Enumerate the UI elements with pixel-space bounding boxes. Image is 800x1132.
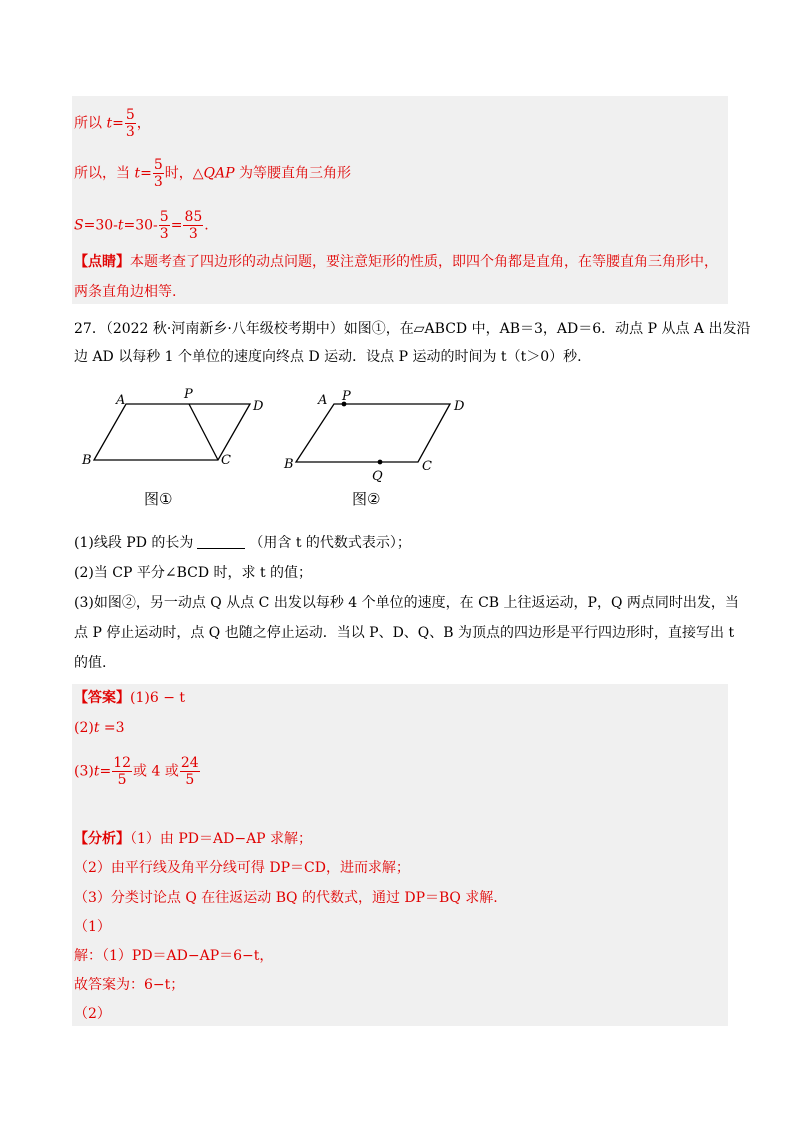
answer-blank [197, 534, 245, 549]
solution-line-1: 所以 t= $\frac{5}{3}$ ， [74, 107, 151, 140]
fig1-label-p: P [184, 387, 193, 402]
fig2-label-b: B [284, 457, 294, 472]
question-2: (2)当 CP 平分∠BCD 时，求 t 的值； [74, 565, 313, 581]
analysis-line-6: 故答案为：6−t； [74, 977, 185, 993]
question-3-line-2: 点 P 停止运动时，点 Q 也随之停止运动．当以 P、D、Q、B 为顶点的四边形是平行四边形时，直接写出 t [74, 625, 735, 641]
analysis-label: 【分析】 [74, 831, 130, 847]
problem-stem-line-2: 边 AD 以每秒 1 个单位的速度向终点 D 运动．设点 P 运动的时间为 t（t＞0）秒. [74, 349, 582, 365]
solution-line-3: S=30-t=30- $\frac{5}{3}$ = $\frac{85}{3}$ . [74, 209, 209, 242]
fig2-label-p: P [342, 389, 351, 404]
analysis-line-3: （3）分类讨论点 Q 在往返运动 BQ 的代数式，通过 DP＝BQ 求解. [74, 890, 498, 906]
fig2-caption: 图② [352, 490, 381, 508]
analysis-line-1: 【分析】（1）由 PD＝AD−AP 求解； [74, 831, 313, 847]
analysis-line-2: （2）由平行线及角平分线可得 DP＝CD，进而求解； [74, 860, 410, 876]
question-3-line-3: 的值. [74, 655, 107, 671]
fraction: $\frac{12}{5}$ [113, 755, 132, 788]
answer-label: 【答案】 [74, 690, 130, 706]
fig1-label-c: C [221, 453, 231, 468]
comment-line-2: 两条直角边相等. [74, 284, 177, 300]
fraction: $\frac{5}{3}$ [159, 209, 169, 242]
fig2-label-q: Q [372, 469, 383, 484]
answer-line-3: (3)t= $\frac{12}{5}$ 或 4 或 $\frac{24}{5}$ [74, 755, 199, 788]
solution-shade-top [72, 96, 728, 304]
fig2-label-d: D [454, 399, 465, 414]
figure-1 [76, 382, 276, 522]
question-3-line-1: (3)如图②，另一动点 Q 从点 C 出发以每秒 4 个单位的速度，在 CB 上往返运动，P，Q 两点同时出发，当 [74, 595, 739, 611]
fig1-label-a: A [116, 393, 126, 408]
fig2-label-c: C [422, 459, 432, 474]
answer-line-1: 【答案】(1)6 − t [74, 690, 185, 706]
analysis-line-5: 解：（1）PD＝AD−AP＝6−t， [74, 948, 274, 964]
fig1-caption: 图① [144, 490, 173, 508]
analysis-line-4: （1） [74, 919, 111, 935]
figure-2 [278, 382, 478, 522]
fig2-label-a: A [318, 393, 328, 408]
solution-line-2: 所以，当 t= $\frac{5}{3}$ 时，△QAP 为等腰直角三角形 [74, 157, 351, 190]
fraction: $\frac{85}{3}$ [184, 209, 203, 242]
fig1-label-d: D [253, 399, 264, 414]
question-1: (1)线段 PD 的长为 （用含 t 的代数式表示）； [74, 535, 411, 551]
fig1-label-b: B [82, 453, 92, 468]
fraction: $\frac{5}{3}$ [153, 157, 163, 190]
analysis-line-7: （2） [74, 1006, 111, 1022]
problem-stem-line-1: 27．（2022 秋·河南新乡·八年级校考期中）如图①，在▱ABCD 中，AB＝3，AD＝6．动点 P 从点 A 出发沿 [74, 321, 751, 337]
answer-line-2: (2)t =3 [74, 720, 125, 736]
comment-label: 【点睛】 [74, 254, 130, 270]
fraction: $\frac{5}{3}$ [125, 107, 135, 140]
fraction: $\frac{24}{5}$ [180, 755, 199, 788]
comment-line-1: 【点睛】本题考查了四边形的动点问题，要注意矩形的性质，即四个角都是直角，在等腰直角三角形中， [74, 254, 718, 270]
